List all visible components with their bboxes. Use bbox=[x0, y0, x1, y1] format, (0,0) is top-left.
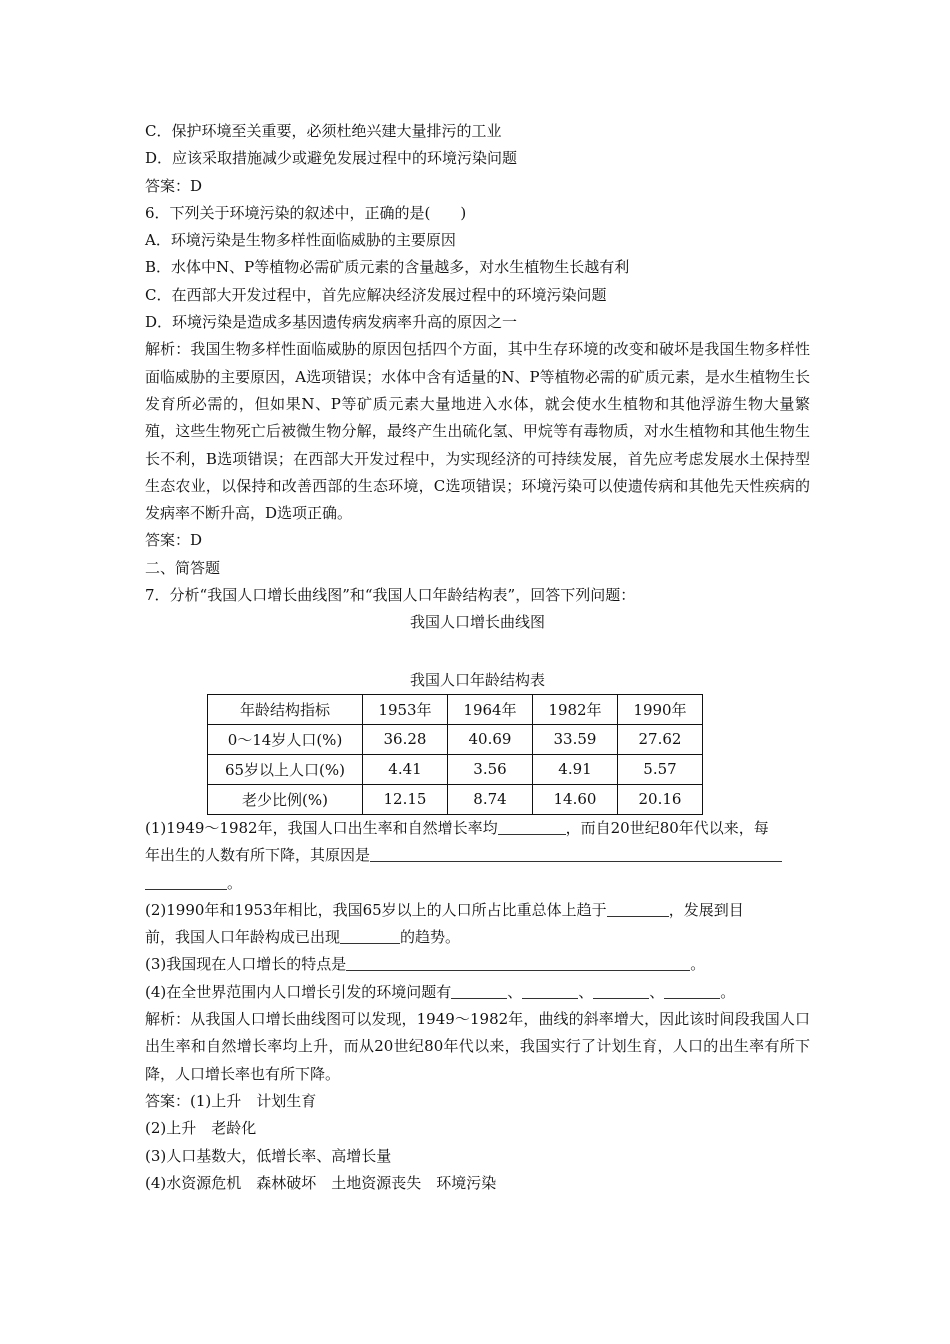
q7-part2-text: ，发展到目 bbox=[668, 900, 744, 919]
table-cell: 0～14岁人口(%) bbox=[208, 724, 363, 754]
q7-answer-2: (2)上升 老龄化 bbox=[145, 1119, 257, 1138]
answer-blank[interactable] bbox=[607, 900, 669, 917]
table-title: 我国人口年龄结构表 bbox=[409, 670, 545, 689]
table-row bbox=[208, 724, 703, 754]
q7-part1-text: 年出生的人数有所下降，其原因是 bbox=[145, 846, 371, 865]
q7-answer-1: 答案：(1)上升 计划生育 bbox=[145, 1091, 317, 1110]
age-structure-table bbox=[207, 694, 703, 815]
q7-part4-text: 。 bbox=[720, 982, 736, 1001]
q7-part2-line1 bbox=[145, 897, 810, 924]
q7-part4-text: (4)在全世界范围内人口增长引发的环境问题有 bbox=[145, 982, 452, 1001]
table-row bbox=[208, 784, 703, 814]
q6-stem: 6．下列关于环境污染的叙述中，正确的是( ) bbox=[145, 203, 467, 222]
q6-option-d: D．环境污染是造成多基因遗传病发病率升高的原因之一 bbox=[145, 313, 518, 332]
answer-blank[interactable] bbox=[593, 982, 649, 999]
answer-blank[interactable] bbox=[451, 982, 507, 999]
table-cell: 8.74 bbox=[448, 784, 533, 814]
table-header-row bbox=[208, 694, 703, 724]
answer-blank[interactable] bbox=[340, 927, 400, 944]
q7-analysis: 解析：从我国人口增长曲线图可以发现，1949～1982年，曲线的斜率增大，因此该时间段我国人口出生率和自然增长率均上升，而从20世纪80年代以来，我国实行了计划生育，人口的出生率有所下降，人口增长率也有所下降。 bbox=[145, 1010, 810, 1083]
q6-option-c: C．在西部大开发过程中，首先应解决经济发展过程中的环境污染问题 bbox=[145, 285, 607, 304]
q7-part2-text: 的趋势。 bbox=[400, 928, 461, 947]
q5-option-d: D．应该采取措施减少或避免发展过程中的环境污染问题 bbox=[145, 149, 518, 168]
separator: 、 bbox=[649, 982, 665, 1001]
table-header-cell: 年龄结构指标 bbox=[208, 694, 363, 724]
q7-part1-text: ，而自20世纪80年代以来，每 bbox=[565, 818, 769, 837]
q7-part1-line2 bbox=[145, 842, 810, 869]
q6-answer: 答案：D bbox=[145, 531, 203, 550]
q7-stem: 7．分析“我国人口增长曲线图”和“我国人口年龄结构表”，回答下列问题： bbox=[145, 586, 636, 605]
separator: 、 bbox=[578, 982, 594, 1001]
answer-blank[interactable] bbox=[498, 818, 566, 835]
answer-blank[interactable] bbox=[145, 873, 227, 890]
q7-part1-line3 bbox=[145, 870, 810, 897]
table-header-cell: 1982年 bbox=[533, 694, 618, 724]
answer-blank[interactable] bbox=[664, 982, 720, 999]
q5-answer: 答案：D bbox=[145, 176, 203, 195]
q6-option-b: B．水体中N、P等植物必需矿质元素的含量越多，对水生植物生长越有利 bbox=[145, 258, 630, 277]
chart-placeholder bbox=[145, 637, 810, 667]
table-row bbox=[208, 754, 703, 784]
q6-analysis: 解析：我国生物多样性面临威胁的原因包括四个方面，其中生存环境的改变和破坏是我国生物多样性面临威胁的主要原因，A选项错误；水体中含有适量的N、P等植物必需的矿质元素，是水生植物生长发育所必需的，但如果N、P等矿质元素大量地进入水体，就会使水生植物和其他浮游生物大量繁殖，这些生物死亡后被微生物分解，最终产生出硫化氢、甲烷等有毒物质，对水生植物和其他生物生长不利，B选项错误；在西部大开发过程中，为实现经济的可持续发展，首先应考虑发展水土保持型生态农业，以保持和改善西部的生态环境，C选项错误；环境污染可以使遗传病和其他先天性疾病的发病率不断升高，D选项正确。 bbox=[145, 340, 810, 523]
q6-option-a: A．环境污染是生物多样性面临威胁的主要原因 bbox=[145, 231, 456, 250]
answer-blank[interactable] bbox=[522, 982, 578, 999]
table-cell: 33.59 bbox=[533, 724, 618, 754]
q5-option-c: C．保护环境至关重要，必须杜绝兴建大量排污的工业 bbox=[145, 122, 502, 140]
q7-part2-text: 前，我国人口年龄构成已出现 bbox=[145, 928, 341, 947]
chart-title: 我国人口增长曲线图 bbox=[409, 613, 545, 632]
table-cell: 36.28 bbox=[363, 724, 448, 754]
q7-part2-text: (2)1990年和1953年相比，我国65岁以上的人口所占比重总体上趋于 bbox=[145, 900, 607, 919]
q7-answer-3: (3)人口基数大，低增长率、高增长量 bbox=[145, 1146, 392, 1165]
q7-part4 bbox=[145, 979, 810, 1006]
table-cell: 4.91 bbox=[533, 754, 618, 784]
q7-answer-4: (4)水资源危机 森林破坏 土地资源丧失 环境污染 bbox=[145, 1173, 497, 1192]
table-header-cell: 1964年 bbox=[448, 694, 533, 724]
table-cell: 27.62 bbox=[618, 724, 703, 754]
q7-part3 bbox=[145, 951, 810, 978]
separator: 、 bbox=[507, 982, 523, 1001]
q7-part2-line2 bbox=[145, 924, 810, 951]
section-heading: 二、简答题 bbox=[145, 558, 221, 577]
q7-part3-text: 。 bbox=[690, 955, 706, 974]
table-header-cell: 1990年 bbox=[618, 694, 703, 724]
table-cell: 3.56 bbox=[448, 754, 533, 784]
table-cell: 5.57 bbox=[618, 754, 703, 784]
table-cell: 12.15 bbox=[363, 784, 448, 814]
q7-part1-line1 bbox=[145, 815, 810, 842]
table-cell: 20.16 bbox=[618, 784, 703, 814]
table-header-cell: 1953年 bbox=[363, 694, 448, 724]
table-cell: 40.69 bbox=[448, 724, 533, 754]
table-cell: 65岁以上人口(%) bbox=[208, 754, 363, 784]
q7-part1-text: (1)1949～1982年，我国人口出生率和自然增长率均 bbox=[145, 818, 498, 837]
q7-part1-text: 。 bbox=[227, 873, 243, 892]
table-cell: 14.60 bbox=[533, 784, 618, 814]
table-cell: 4.41 bbox=[363, 754, 448, 784]
table-cell: 老少比例(%) bbox=[208, 784, 363, 814]
q7-part3-text: (3)我国现在人口增长的特点是 bbox=[145, 955, 347, 974]
answer-blank[interactable] bbox=[346, 954, 690, 971]
answer-blank[interactable] bbox=[370, 845, 782, 862]
document-page bbox=[145, 118, 810, 1197]
